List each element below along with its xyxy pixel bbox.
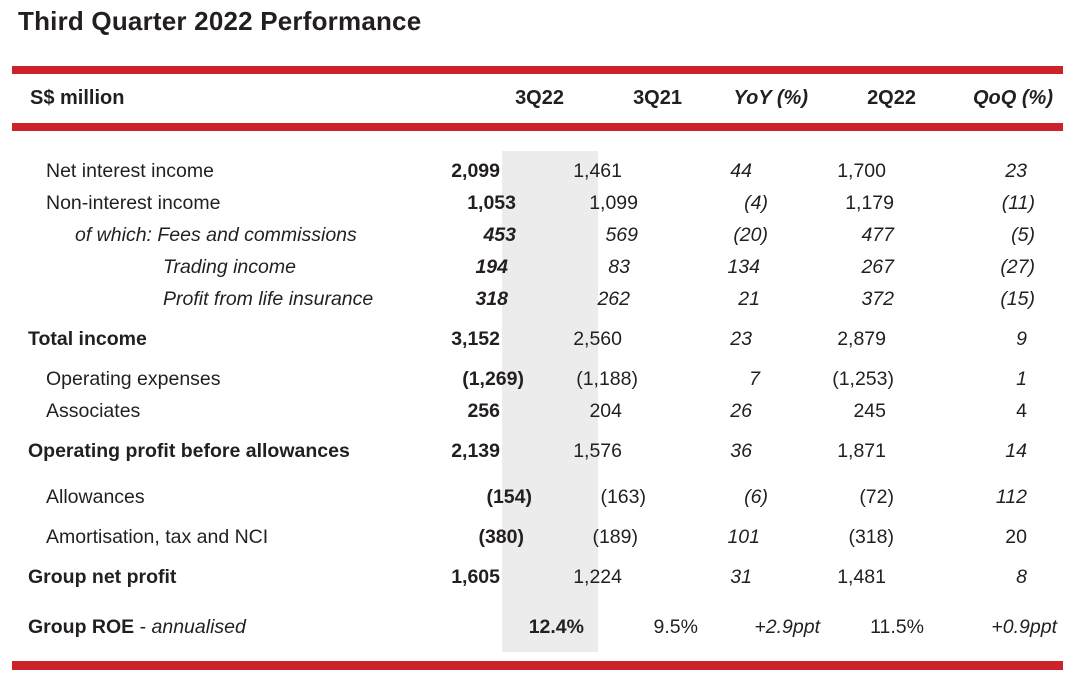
cell-2q22: 1,871 [837, 439, 886, 462]
cell-qoq: 1 [1016, 367, 1027, 390]
row-label-text: Profit from life insurance [163, 287, 374, 310]
cell-3q21: 2,560 [573, 327, 622, 350]
row-label-part: annualised [151, 615, 246, 638]
cell-3q22: (1,269) [462, 367, 524, 390]
cell-3q21: 83 [608, 255, 630, 278]
cell-3q21: 1,224 [573, 565, 622, 588]
row-label-text: Net interest income [46, 159, 214, 182]
table-row [12, 219, 1063, 251]
cell-3q22: 2,099 [451, 159, 500, 182]
cell-qoq: 9 [1016, 327, 1027, 350]
row-label [12, 224, 396, 247]
cell-2q22: 1,179 [845, 191, 894, 214]
row-label-text: Operating expenses [46, 367, 221, 390]
row-label [12, 256, 388, 279]
cell-yoy: 21 [738, 287, 760, 310]
table-row [12, 251, 1063, 283]
cell-2q22: 372 [861, 287, 894, 310]
cell-2q22: 267 [861, 255, 894, 278]
row-label-text: Total income [28, 327, 147, 350]
table-row [12, 395, 1063, 427]
page-title: Third Quarter 2022 Performance [18, 6, 422, 36]
table-row [12, 155, 1063, 187]
cell-yoy: (6) [744, 485, 768, 508]
row-label [12, 328, 380, 351]
cell-3q21: 1,461 [573, 159, 622, 182]
cell-3q21: 204 [589, 399, 622, 422]
cell-qoq: (27) [1000, 255, 1035, 278]
table-row [12, 283, 1063, 315]
cell-qoq: 112 [995, 485, 1027, 508]
table-row [12, 435, 1063, 467]
cell-2q22: (72) [859, 485, 894, 508]
row-label-text: of which: Fees and commissions [75, 223, 357, 246]
row-label [12, 192, 396, 215]
row-label-text: Operating profit before allowances [28, 439, 350, 462]
table-row [12, 611, 1063, 643]
cell-qoq: (11) [1001, 191, 1035, 214]
row-label-text: Group net profit [28, 565, 177, 588]
cell-3q22: 194 [475, 255, 508, 278]
row-label-text: Trading income [163, 255, 296, 278]
cell-3q22: 12.4% [528, 615, 584, 638]
cell-2q22: 2,879 [837, 327, 886, 350]
cell-3q21: 1,099 [589, 191, 638, 214]
cell-3q21: 569 [605, 223, 638, 246]
row-label-text: Allowances [46, 485, 145, 508]
cell-3q21: (1,188) [576, 367, 638, 390]
cell-3q22: 1,605 [451, 565, 500, 588]
divider-bottom [12, 661, 1063, 670]
table-row [12, 323, 1063, 355]
cell-qoq: +0.9ppt [991, 615, 1057, 638]
divider-top [12, 66, 1063, 74]
divider-header [12, 123, 1063, 131]
unit-label: S$ million [30, 87, 125, 109]
row-label [12, 566, 380, 589]
row-label-text: Amortisation, tax and NCI [46, 525, 269, 548]
cell-yoy: 36 [730, 439, 752, 462]
row-label [12, 616, 464, 639]
cell-yoy: 23 [730, 327, 752, 350]
cell-yoy: 7 [749, 367, 760, 390]
row-label-part: Group ROE [28, 615, 135, 638]
row-label [12, 288, 388, 311]
column-header-3q22: 3Q22 [515, 87, 564, 109]
cell-3q22: 318 [475, 287, 508, 310]
table-row [12, 521, 1063, 553]
cell-2q22: 1,700 [837, 159, 886, 182]
column-header-3q21: 3Q21 [633, 87, 682, 109]
cell-2q22: (318) [848, 525, 894, 548]
column-header-qoq: QoQ (%) [973, 87, 1053, 109]
cell-3q22: 2,139 [451, 439, 500, 462]
cell-3q21: 262 [597, 287, 630, 310]
row-label [12, 368, 404, 391]
cell-2q22: 11.5% [870, 615, 924, 638]
cell-3q22: 453 [483, 223, 516, 246]
cell-3q21: (163) [600, 485, 646, 508]
cell-yoy: 26 [730, 399, 752, 422]
cell-2q22: (1,253) [832, 367, 894, 390]
cell-qoq: 14 [1005, 439, 1027, 462]
row-label [12, 486, 412, 509]
row-label [12, 400, 380, 423]
cell-3q22: (380) [478, 525, 524, 548]
cell-yoy: (4) [744, 191, 768, 214]
row-label-text: Non-interest income [46, 191, 221, 214]
cell-qoq: 8 [1016, 565, 1027, 588]
table-body [12, 131, 1063, 661]
cell-yoy: 44 [730, 159, 752, 182]
table-row [12, 187, 1063, 219]
column-header-2q22: 2Q22 [867, 87, 916, 109]
row-label-text: Associates [46, 399, 141, 422]
cell-3q21: 1,576 [573, 439, 622, 462]
table-row [12, 481, 1063, 513]
cell-qoq: (15) [1000, 287, 1035, 310]
table-header-row [12, 74, 1063, 123]
cell-3q22: 3,152 [451, 327, 500, 350]
cell-qoq: (5) [1011, 223, 1035, 246]
cell-3q22: 1,053 [467, 191, 516, 214]
cell-yoy: (20) [733, 223, 768, 246]
column-header-yoy: YoY (%) [733, 87, 808, 109]
cell-3q21: 9.5% [653, 615, 698, 638]
cell-qoq: 20 [1005, 525, 1027, 548]
cell-2q22: 1,481 [837, 565, 886, 588]
cell-3q22: 256 [467, 399, 500, 422]
cell-qoq: 4 [1016, 399, 1027, 422]
row-label [12, 160, 380, 183]
table-row [12, 363, 1063, 395]
cell-2q22: 477 [861, 223, 894, 246]
cell-yoy: 101 [727, 525, 760, 548]
performance-table [12, 66, 1063, 670]
cell-qoq: 23 [1005, 159, 1027, 182]
cell-2q22: 245 [853, 399, 886, 422]
row-label [12, 440, 380, 463]
cell-3q21: (189) [592, 525, 638, 548]
cell-yoy: +2.9ppt [754, 615, 820, 638]
row-label [12, 526, 404, 549]
cell-yoy: 134 [727, 255, 760, 278]
table-row [12, 561, 1063, 593]
row-label-part: - [134, 615, 152, 638]
cell-yoy: 31 [730, 565, 752, 588]
cell-3q22: (154) [486, 485, 532, 508]
